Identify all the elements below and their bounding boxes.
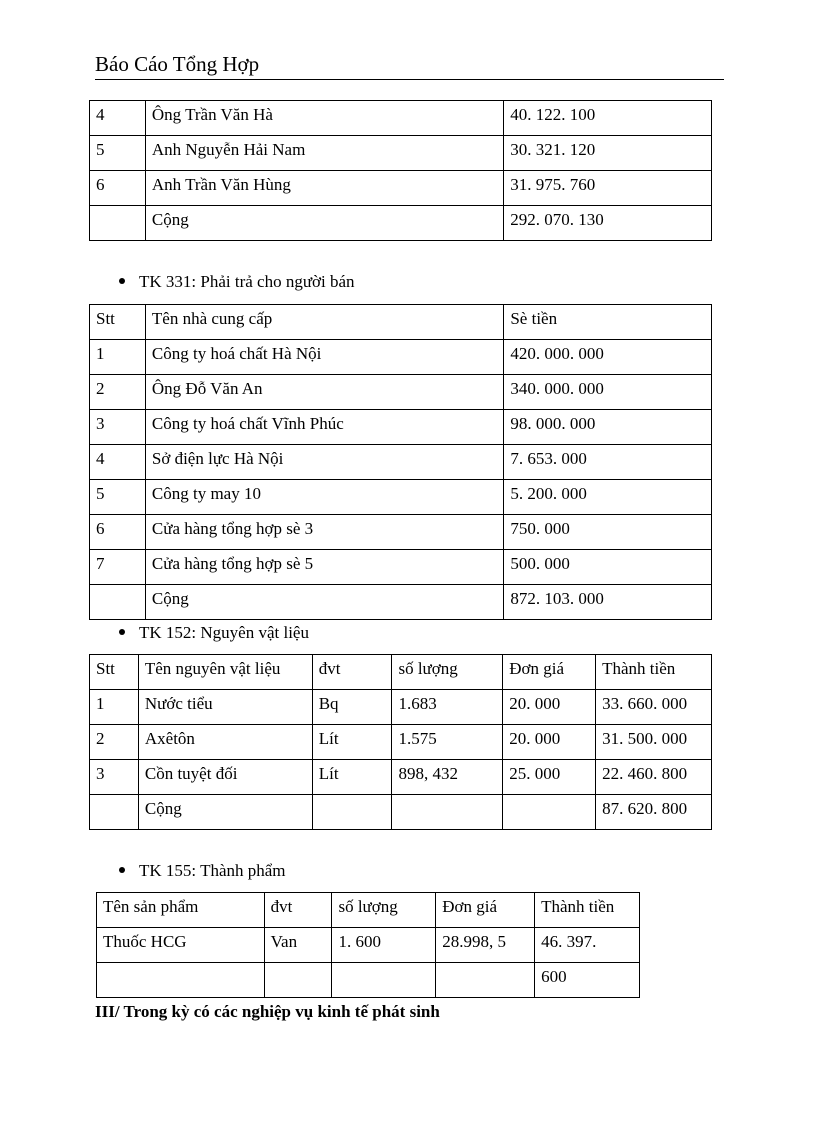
total-row (90, 206, 712, 241)
table-row (90, 171, 712, 206)
column-header: Stt (90, 655, 139, 690)
cell-unit-price: 20. 000 (503, 725, 596, 760)
column-header: Tên nguyên vật liệu (138, 655, 312, 690)
cell-supplier: Cửa hàng tổng hợp sè 5 (145, 550, 503, 585)
table-row (90, 760, 712, 795)
cell-amount: 31. 975. 760 (504, 171, 712, 206)
bullet-tk155 (119, 861, 286, 881)
total-row (97, 963, 640, 998)
column-header: Đơn giá (436, 893, 535, 928)
table-row (90, 725, 712, 760)
cell-stt: 5 (90, 480, 146, 515)
cell-unit-price: 20. 000 (503, 690, 596, 725)
bullet-label: TK 331: Phải trả cho người bán (139, 272, 355, 291)
total-row (90, 585, 712, 620)
cell-unit-price: 25. 000 (503, 760, 596, 795)
cell-stt (90, 585, 146, 620)
cell-product: Thuốc HCG (97, 928, 265, 963)
cell-amount: 7. 653. 000 (504, 445, 712, 480)
cell-amount: 600 (535, 963, 640, 998)
cell-amount: 33. 660. 000 (596, 690, 712, 725)
cell-unit-price (436, 963, 535, 998)
materials-table (89, 654, 712, 830)
column-header: Thành tiền (596, 655, 712, 690)
cell-stt: 1 (90, 690, 139, 725)
cell-stt: 5 (90, 136, 146, 171)
cell-stt: 2 (90, 375, 146, 410)
cell-amount: 340. 000. 000 (504, 375, 712, 410)
bullet-dot-icon (119, 629, 125, 635)
cell-amount: 872. 103. 000 (504, 585, 712, 620)
cell-name: Cộng (145, 206, 503, 241)
bullet-label: TK 155: Thành phẩm (139, 861, 286, 880)
cell-quantity (392, 795, 503, 830)
table-row (90, 375, 712, 410)
total-row (90, 795, 712, 830)
column-header: số lượng (392, 655, 503, 690)
page-header (95, 50, 724, 80)
cell-stt: 6 (90, 515, 146, 550)
cell-amount: 31. 500. 000 (596, 725, 712, 760)
cell-stt: 4 (90, 101, 146, 136)
table-header-row (90, 655, 712, 690)
bullet-dot-icon (119, 867, 125, 873)
cell-stt: 4 (90, 445, 146, 480)
column-header: đvt (264, 893, 332, 928)
cell-material: Nước tiểu (138, 690, 312, 725)
column-header: Đơn giá (503, 655, 596, 690)
cell-unit: Lít (312, 725, 392, 760)
cell-amount: 40. 122. 100 (504, 101, 712, 136)
cell-stt: 3 (90, 760, 139, 795)
column-header: số lượng (332, 893, 436, 928)
cell-stt: 1 (90, 340, 146, 375)
table-header-row (97, 893, 640, 928)
cell-amount: 420. 000. 000 (504, 340, 712, 375)
cell-amount: 5. 200. 000 (504, 480, 712, 515)
cell-unit: Van (264, 928, 332, 963)
cell-unit: Bq (312, 690, 392, 725)
cell-amount: 750. 000 (504, 515, 712, 550)
column-header: Tên sản phẩm (97, 893, 265, 928)
section-heading: III/ Trong kỳ có các nghiệp vụ kinh tế phát sinh (95, 1002, 440, 1021)
cell-supplier: Công ty hoá chất Vĩnh Phúc (145, 410, 503, 445)
cell-stt (90, 206, 146, 241)
column-header: đvt (312, 655, 392, 690)
cell-supplier: Cửa hàng tổng hợp sè 3 (145, 515, 503, 550)
cell-supplier: Công ty hoá chất Hà Nội (145, 340, 503, 375)
cell-name: Anh Trần Văn Hùng (145, 171, 503, 206)
receivables-table (89, 100, 712, 241)
table-row (97, 928, 640, 963)
cell-amount: 292. 070. 130 (504, 206, 712, 241)
table-row (90, 515, 712, 550)
cell-material: Cộng (138, 795, 312, 830)
table-row (90, 101, 712, 136)
cell-material: Axêtôn (138, 725, 312, 760)
page-title: Báo Cáo Tổng Hợp (95, 52, 260, 76)
table-row (90, 445, 712, 480)
cell-quantity: 1. 600 (332, 928, 436, 963)
cell-stt: 3 (90, 410, 146, 445)
cell-amount: 87. 620. 800 (596, 795, 712, 830)
cell-supplier: Công ty may 10 (145, 480, 503, 515)
column-header: Tên nhà cung cấp (145, 305, 503, 340)
cell-name: Anh Nguyễn Hải Nam (145, 136, 503, 171)
cell-quantity: 1.683 (392, 690, 503, 725)
cell-unit-price (503, 795, 596, 830)
table-row (90, 410, 712, 445)
cell-amount: 22. 460. 800 (596, 760, 712, 795)
bullet-dot-icon (119, 278, 125, 284)
cell-amount: 46. 397. (535, 928, 640, 963)
cell-name: Ông Trần Văn Hà (145, 101, 503, 136)
bullet-tk152 (119, 623, 309, 643)
cell-amount: 30. 321. 120 (504, 136, 712, 171)
column-header: Thành tiền (535, 893, 640, 928)
bullet-tk331 (119, 272, 355, 292)
table-row (90, 480, 712, 515)
cell-supplier: Ông Đỗ Văn An (145, 375, 503, 410)
cell-stt: 2 (90, 725, 139, 760)
cell-quantity (332, 963, 436, 998)
cell-product (97, 963, 265, 998)
bullet-label: TK 152: Nguyên vật liệu (139, 623, 309, 642)
cell-amount: 500. 000 (504, 550, 712, 585)
table-row (90, 136, 712, 171)
cell-amount: 98. 000. 000 (504, 410, 712, 445)
cell-unit (312, 795, 392, 830)
cell-quantity: 898, 432 (392, 760, 503, 795)
cell-supplier: Cộng (145, 585, 503, 620)
cell-quantity: 1.575 (392, 725, 503, 760)
table-row (90, 690, 712, 725)
table-row (90, 550, 712, 585)
cell-unit: Lít (312, 760, 392, 795)
cell-material: Cồn tuyệt đối (138, 760, 312, 795)
cell-stt: 6 (90, 171, 146, 206)
column-header: Stt (90, 305, 146, 340)
cell-unit (264, 963, 332, 998)
table-row (90, 340, 712, 375)
products-table (96, 892, 640, 998)
cell-stt: 7 (90, 550, 146, 585)
cell-supplier: Sở điện lực Hà Nội (145, 445, 503, 480)
column-header: Sè tiền (504, 305, 712, 340)
cell-stt (90, 795, 139, 830)
cell-unit-price: 28.998, 5 (436, 928, 535, 963)
payables-table (89, 304, 712, 620)
table-header-row (90, 305, 712, 340)
